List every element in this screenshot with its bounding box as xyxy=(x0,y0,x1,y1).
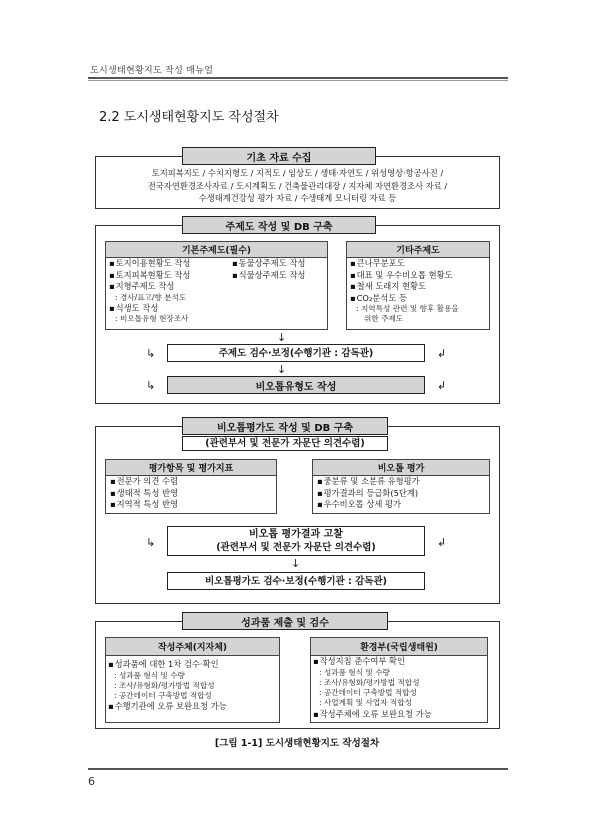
biotope-type-box: 비오톱유형도 작성 xyxy=(167,376,425,394)
list-item: ▪ 생태적 특성 반영 xyxy=(110,488,178,500)
list-note: : 공간데이터 구축방법 적합성 xyxy=(319,688,417,698)
stage2-title: 주제도 작성 및 DB 구축 xyxy=(182,216,376,234)
stage4-title: 성과품 제출 및 검수 xyxy=(182,612,388,630)
list-item: ▪ 지형주제도 작성 xyxy=(109,281,190,293)
list-note: : 지역특성 관련 및 향후 활용을 xyxy=(356,304,459,313)
discussion-title: 비오톱 평가결과 고찰 xyxy=(249,529,343,540)
corner-arrow-right-icon: ↲ xyxy=(437,536,447,549)
list-item: ▪ 작성지침 준수여부 확인 xyxy=(313,656,432,668)
list-item: ▪ 철새 도래지 현황도 xyxy=(350,281,488,293)
basic-theme-col1 xyxy=(109,258,190,325)
list-item: ▪ 작성주체에 오류 보완요청 가능 xyxy=(313,709,432,721)
footer-rule xyxy=(88,768,508,770)
list-item: ▪ 대표 및 우수비오톱 현황도 xyxy=(350,270,488,282)
list-item: ▪ 성과품에 대한 1차 검수·확인 xyxy=(108,659,227,671)
list-item: ▪ 지역적 특성 반영 xyxy=(110,499,178,511)
evaluation-list xyxy=(317,476,420,511)
list-item: ▪ 우수비오톱 상세 평가 xyxy=(317,499,420,511)
list-note: : 사업계획 및 사업자 적합성 xyxy=(319,698,412,708)
list-item: ▪ 큰나무분포도 xyxy=(350,258,488,270)
running-header: 도시생태현황지도 작성 매뉴얼 xyxy=(90,66,214,76)
corner-arrow-left-icon: ↳ xyxy=(146,536,156,549)
criteria-list xyxy=(110,476,178,511)
other-theme-title: 기타주제도 xyxy=(347,242,489,258)
down-arrow-icon: ↓ xyxy=(277,331,287,344)
list-note: : 공간데이터 구축방법 적합성 xyxy=(114,691,212,701)
header-rule xyxy=(88,77,508,79)
stage1-data-list xyxy=(95,167,500,205)
list-note: : 경사/표고/향 분석도 xyxy=(115,292,187,302)
basic-theme-title: 기본주제도(필수) xyxy=(106,242,327,258)
down-arrow-icon: ↓ xyxy=(277,363,287,376)
stage3-subtitle: (관련부서 및 전문가 자문단 의견수렴) xyxy=(182,436,388,451)
basic-theme-col2 xyxy=(232,258,305,281)
ministry-list xyxy=(313,656,432,720)
local-gov-list xyxy=(108,659,227,713)
list-item: ▪ 식생도 작성 xyxy=(109,303,190,315)
criteria-title: 평가항목 및 평가지표 xyxy=(106,460,276,476)
list-item: ▪ 토지이용현황도 작성 xyxy=(109,258,190,270)
list-note: : 성과품 형식 및 수량 xyxy=(319,667,390,677)
list-note: : 성과품 형식 및 수량 xyxy=(114,670,185,680)
stage1-line: 수생태계건강성 평가 자료 / 수생태계 모니터링 자료 등 xyxy=(198,193,397,203)
corner-arrow-right-icon: ↲ xyxy=(437,347,447,360)
list-item: ▪ 식물상주제도 작성 xyxy=(232,270,305,282)
local-gov-title: 작성주체(지자체) xyxy=(106,638,279,656)
list-item: ▪ CO₂분석도 등 xyxy=(350,293,488,305)
corner-arrow-left-icon: ↳ xyxy=(146,347,156,360)
page-number: 6 xyxy=(88,775,95,788)
list-item: ▪ 평가결과의 등급화(5단계) xyxy=(317,488,420,500)
list-item: ▪ 토지피복현황도 작성 xyxy=(109,270,190,282)
discussion-subtitle: (관련부서 및 전문가 자문단 의견수렴) xyxy=(216,542,376,553)
list-note: : 조사/유형화/평가방법 적합성 xyxy=(319,677,420,687)
list-note: : 비오톱유형 현장조사 xyxy=(115,314,189,324)
discussion-box xyxy=(167,526,425,556)
corner-arrow-right-icon: ↲ xyxy=(437,379,447,392)
stage1-line: 토지피복지도 / 수치지형도 / 지적도 / 임상도 / 생태·자연도 / 위성영상·항공사진 / xyxy=(151,168,444,178)
down-arrow-icon: ↓ xyxy=(291,557,301,570)
header-rule-thin xyxy=(88,80,508,81)
ministry-title: 환경부(국립생태원) xyxy=(311,638,487,656)
corner-arrow-left-icon: ↳ xyxy=(146,379,156,392)
stage1-line: 전국자연환경조사자료 / 도시계획도 / 건축물관리대장 / 지자체 자연환경조사 자료 / xyxy=(147,180,448,191)
other-theme-list xyxy=(350,258,488,325)
list-item: ▪ 동물상주제도 작성 xyxy=(232,258,305,270)
theme-review-box: 주제도 검수·보정(수행기관 : 감독관) xyxy=(167,344,425,362)
list-item: ▪ 수행기관에 오류 보완요청 가능 xyxy=(108,701,227,713)
section-title: 2.2 도시생태현황지도 작성절차 xyxy=(99,110,279,125)
list-item: ▪ 전문가 의견 수렴 xyxy=(110,476,178,488)
list-item: ▪ 중분류 및 소분류 유형평가 xyxy=(317,476,420,488)
list-note: 위한 주제도 xyxy=(364,314,404,324)
biotope-review-box: 비오톱평가도 검수·보정(수행기관 : 감독관) xyxy=(167,572,425,590)
stage1-title: 기초 자료 수집 xyxy=(182,147,376,165)
stage3-title: 비오톱평가도 작성 및 DB 구축 xyxy=(182,417,388,435)
evaluation-title: 비오톱 평가 xyxy=(313,460,489,476)
list-note: : 조사/유형화/평가방법 적합성 xyxy=(114,680,215,690)
figure-caption: [그림 1-1] 도시생태현황지도 작성절차 xyxy=(214,738,380,749)
